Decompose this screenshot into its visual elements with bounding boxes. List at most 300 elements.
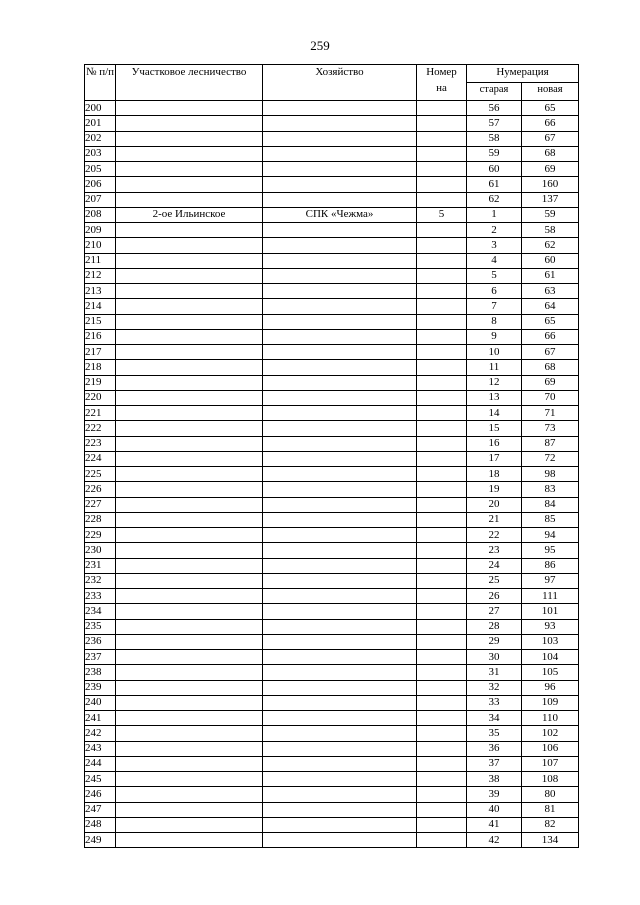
cell-number [417, 604, 467, 619]
cell-number [417, 421, 467, 436]
cell-new: 81 [522, 802, 579, 817]
cell-index: 208 [85, 207, 116, 222]
cell-old: 18 [467, 467, 522, 482]
cell-old: 62 [467, 192, 522, 207]
cell-number [417, 162, 467, 177]
cell-old: 12 [467, 375, 522, 390]
table-row [85, 177, 579, 192]
cell-number [417, 817, 467, 832]
table-row [85, 650, 579, 665]
cell-index: 247 [85, 802, 116, 817]
cell-old: 13 [467, 390, 522, 405]
cell-district [116, 360, 263, 375]
cell-old: 32 [467, 680, 522, 695]
cell-district [116, 650, 263, 665]
cell-index: 203 [85, 146, 116, 161]
cell-index: 237 [85, 650, 116, 665]
cell-district [116, 253, 263, 268]
cell-new: 65 [522, 314, 579, 329]
cell-index: 244 [85, 756, 116, 771]
cell-farm [263, 192, 417, 207]
cell-district [116, 787, 263, 802]
cell-old: 9 [467, 329, 522, 344]
cell-index: 220 [85, 390, 116, 405]
cell-index: 238 [85, 665, 116, 680]
cell-number [417, 695, 467, 710]
cell-new: 61 [522, 268, 579, 283]
cell-index: 218 [85, 360, 116, 375]
cell-old: 57 [467, 116, 522, 131]
header-new: новая [522, 83, 579, 101]
cell-district [116, 833, 263, 848]
cell-district: 2-ое Ильинское [116, 207, 263, 222]
table-row [85, 772, 579, 787]
cell-index: 242 [85, 726, 116, 741]
table-row [85, 299, 579, 314]
cell-index: 233 [85, 589, 116, 604]
cell-number [417, 634, 467, 649]
cell-farm [263, 329, 417, 344]
cell-new: 80 [522, 787, 579, 802]
cell-number [417, 573, 467, 588]
table-row [85, 192, 579, 207]
cell-farm [263, 451, 417, 466]
cell-district [116, 482, 263, 497]
cell-new: 104 [522, 650, 579, 665]
table-body [85, 101, 579, 848]
table-row [85, 665, 579, 680]
cell-number [417, 360, 467, 375]
cell-new: 70 [522, 390, 579, 405]
cell-index: 245 [85, 772, 116, 787]
cell-district [116, 467, 263, 482]
cell-old: 38 [467, 772, 522, 787]
cell-number [417, 482, 467, 497]
cell-index: 219 [85, 375, 116, 390]
cell-farm [263, 665, 417, 680]
cell-district [116, 802, 263, 817]
table-row [85, 329, 579, 344]
cell-new: 105 [522, 665, 579, 680]
cell-number [417, 833, 467, 848]
cell-farm [263, 833, 417, 848]
cell-district [116, 619, 263, 634]
cell-index: 211 [85, 253, 116, 268]
cell-old: 42 [467, 833, 522, 848]
cell-new: 86 [522, 558, 579, 573]
cell-farm [263, 634, 417, 649]
cell-district [116, 772, 263, 787]
cell-old: 8 [467, 314, 522, 329]
cell-index: 209 [85, 223, 116, 238]
cell-farm [263, 299, 417, 314]
cell-new: 72 [522, 451, 579, 466]
cell-old: 35 [467, 726, 522, 741]
cell-index: 229 [85, 528, 116, 543]
cell-district [116, 192, 263, 207]
cell-new: 73 [522, 421, 579, 436]
cell-farm [263, 558, 417, 573]
cell-farm [263, 756, 417, 771]
cell-farm [263, 817, 417, 832]
cell-old: 4 [467, 253, 522, 268]
cell-district [116, 589, 263, 604]
cell-new: 160 [522, 177, 579, 192]
table-row [85, 451, 579, 466]
cell-old: 15 [467, 421, 522, 436]
cell-district [116, 329, 263, 344]
cell-district [116, 146, 263, 161]
cell-index: 228 [85, 512, 116, 527]
table-row [85, 680, 579, 695]
cell-old: 34 [467, 711, 522, 726]
table-row [85, 345, 579, 360]
cell-farm [263, 131, 417, 146]
cell-number [417, 741, 467, 756]
cell-district [116, 680, 263, 695]
cell-farm [263, 101, 417, 116]
table-row [85, 787, 579, 802]
cell-index: 224 [85, 451, 116, 466]
cell-farm [263, 268, 417, 283]
header-number-line2: на [436, 82, 447, 94]
cell-farm [263, 482, 417, 497]
cell-new: 84 [522, 497, 579, 512]
cell-number [417, 589, 467, 604]
cell-new: 69 [522, 375, 579, 390]
table-row [85, 711, 579, 726]
cell-index: 205 [85, 162, 116, 177]
cell-old: 60 [467, 162, 522, 177]
cell-number [417, 650, 467, 665]
cell-new: 85 [522, 512, 579, 527]
cell-new: 64 [522, 299, 579, 314]
cell-number: 5 [417, 207, 467, 222]
cell-district [116, 604, 263, 619]
cell-new: 66 [522, 329, 579, 344]
cell-index: 235 [85, 619, 116, 634]
table-row [85, 833, 579, 848]
cell-number [417, 726, 467, 741]
cell-old: 11 [467, 360, 522, 375]
cell-farm [263, 360, 417, 375]
cell-old: 2 [467, 223, 522, 238]
header-district: Участковое лесничество [116, 65, 263, 101]
cell-old: 40 [467, 802, 522, 817]
cell-number [417, 345, 467, 360]
table-row [85, 146, 579, 161]
cell-number [417, 299, 467, 314]
cell-farm [263, 497, 417, 512]
cell-number [417, 268, 467, 283]
cell-district [116, 238, 263, 253]
cell-index: 216 [85, 329, 116, 344]
cell-old: 59 [467, 146, 522, 161]
cell-district [116, 726, 263, 741]
table-row [85, 756, 579, 771]
cell-district [116, 711, 263, 726]
cell-farm [263, 177, 417, 192]
cell-district [116, 268, 263, 283]
cell-number [417, 101, 467, 116]
cell-index: 215 [85, 314, 116, 329]
cell-number [417, 238, 467, 253]
cell-old: 29 [467, 634, 522, 649]
cell-number [417, 390, 467, 405]
table-row [85, 421, 579, 436]
cell-old: 26 [467, 589, 522, 604]
cell-number [417, 223, 467, 238]
cell-farm [263, 589, 417, 604]
cell-district [116, 512, 263, 527]
table-row [85, 101, 579, 116]
header-index: № п/п [85, 65, 116, 101]
cell-farm [263, 726, 417, 741]
cell-index: 239 [85, 680, 116, 695]
cell-number [417, 665, 467, 680]
cell-index: 231 [85, 558, 116, 573]
cell-farm [263, 345, 417, 360]
cell-district [116, 421, 263, 436]
cell-index: 236 [85, 634, 116, 649]
cell-old: 36 [467, 741, 522, 756]
cell-number [417, 558, 467, 573]
cell-number [417, 619, 467, 634]
cell-farm [263, 238, 417, 253]
cell-old: 28 [467, 619, 522, 634]
cell-farm [263, 772, 417, 787]
cell-new: 68 [522, 360, 579, 375]
cell-old: 16 [467, 436, 522, 451]
cell-new: 102 [522, 726, 579, 741]
cell-new: 60 [522, 253, 579, 268]
table-row [85, 406, 579, 421]
table-row [85, 619, 579, 634]
cell-farm [263, 695, 417, 710]
cell-old: 39 [467, 787, 522, 802]
cell-farm [263, 680, 417, 695]
cell-index: 217 [85, 345, 116, 360]
cell-district [116, 162, 263, 177]
cell-new: 59 [522, 207, 579, 222]
table-row [85, 467, 579, 482]
cell-farm [263, 787, 417, 802]
cell-number [417, 787, 467, 802]
cell-number [417, 192, 467, 207]
page-number: 259 [310, 38, 330, 53]
table-row [85, 223, 579, 238]
cell-new: 95 [522, 543, 579, 558]
cell-number [417, 756, 467, 771]
cell-farm [263, 116, 417, 131]
cell-old: 56 [467, 101, 522, 116]
table-row [85, 512, 579, 527]
cell-district [116, 223, 263, 238]
cell-farm [263, 406, 417, 421]
cell-new: 103 [522, 634, 579, 649]
cell-district [116, 756, 263, 771]
cell-index: 200 [85, 101, 116, 116]
table-row [85, 482, 579, 497]
table-row [85, 558, 579, 573]
table-row [85, 726, 579, 741]
table-row [85, 543, 579, 558]
cell-old: 23 [467, 543, 522, 558]
cell-new: 65 [522, 101, 579, 116]
cell-farm [263, 802, 417, 817]
table-row [85, 116, 579, 131]
cell-new: 63 [522, 284, 579, 299]
cell-new: 66 [522, 116, 579, 131]
table-row [85, 314, 579, 329]
cell-district [116, 345, 263, 360]
cell-new: 83 [522, 482, 579, 497]
cell-old: 20 [467, 497, 522, 512]
cell-number [417, 375, 467, 390]
cell-old: 6 [467, 284, 522, 299]
cell-index: 212 [85, 268, 116, 283]
cell-new: 110 [522, 711, 579, 726]
cell-old: 27 [467, 604, 522, 619]
cell-number [417, 436, 467, 451]
cell-new: 87 [522, 436, 579, 451]
cell-index: 222 [85, 421, 116, 436]
table-row [85, 390, 579, 405]
cell-farm [263, 421, 417, 436]
cell-farm [263, 467, 417, 482]
cell-number [417, 497, 467, 512]
cell-district [116, 177, 263, 192]
cell-district [116, 436, 263, 451]
cell-index: 246 [85, 787, 116, 802]
cell-farm [263, 314, 417, 329]
cell-number [417, 680, 467, 695]
cell-new: 94 [522, 528, 579, 543]
cell-district [116, 284, 263, 299]
table-row [85, 741, 579, 756]
cell-number [417, 131, 467, 146]
cell-district [116, 817, 263, 832]
cell-district [116, 558, 263, 573]
cell-number [417, 543, 467, 558]
cell-old: 10 [467, 345, 522, 360]
cell-index: 230 [85, 543, 116, 558]
cell-new: 82 [522, 817, 579, 832]
cell-index: 232 [85, 573, 116, 588]
cell-farm [263, 512, 417, 527]
cell-old: 3 [467, 238, 522, 253]
cell-index: 201 [85, 116, 116, 131]
cell-old: 22 [467, 528, 522, 543]
cell-district [116, 695, 263, 710]
cell-old: 33 [467, 695, 522, 710]
cell-old: 58 [467, 131, 522, 146]
cell-old: 30 [467, 650, 522, 665]
cell-index: 248 [85, 817, 116, 832]
table-row [85, 360, 579, 375]
cell-index: 202 [85, 131, 116, 146]
table-row [85, 162, 579, 177]
cell-new: 107 [522, 756, 579, 771]
cell-new: 108 [522, 772, 579, 787]
cell-number [417, 253, 467, 268]
cell-farm [263, 284, 417, 299]
table-row [85, 436, 579, 451]
cell-district [116, 543, 263, 558]
cell-farm [263, 619, 417, 634]
table-row [85, 268, 579, 283]
cell-index: 223 [85, 436, 116, 451]
cell-new: 97 [522, 573, 579, 588]
cell-farm [263, 253, 417, 268]
cell-number [417, 451, 467, 466]
register-table [84, 64, 579, 848]
cell-number [417, 528, 467, 543]
cell-index: 206 [85, 177, 116, 192]
cell-old: 21 [467, 512, 522, 527]
cell-index: 207 [85, 192, 116, 207]
cell-new: 101 [522, 604, 579, 619]
cell-farm [263, 375, 417, 390]
cell-old: 37 [467, 756, 522, 771]
cell-new: 137 [522, 192, 579, 207]
cell-farm [263, 528, 417, 543]
cell-index: 234 [85, 604, 116, 619]
cell-number [417, 467, 467, 482]
cell-new: 93 [522, 619, 579, 634]
table-header [85, 65, 579, 101]
table-row [85, 634, 579, 649]
cell-old: 41 [467, 817, 522, 832]
cell-district [116, 390, 263, 405]
header-number-line1: Номер [426, 66, 457, 78]
cell-number [417, 116, 467, 131]
cell-new: 67 [522, 345, 579, 360]
cell-district [116, 741, 263, 756]
cell-farm [263, 223, 417, 238]
cell-index: 249 [85, 833, 116, 848]
table-row [85, 817, 579, 832]
cell-index: 210 [85, 238, 116, 253]
cell-new: 71 [522, 406, 579, 421]
cell-district [116, 573, 263, 588]
cell-old: 14 [467, 406, 522, 421]
table-row [85, 589, 579, 604]
cell-number [417, 406, 467, 421]
cell-new: 111 [522, 589, 579, 604]
cell-district [116, 101, 263, 116]
cell-farm [263, 711, 417, 726]
cell-old: 31 [467, 665, 522, 680]
cell-farm [263, 390, 417, 405]
cell-number [417, 711, 467, 726]
cell-index: 227 [85, 497, 116, 512]
table-row [85, 497, 579, 512]
cell-district [116, 131, 263, 146]
cell-number [417, 146, 467, 161]
cell-number [417, 772, 467, 787]
cell-district [116, 528, 263, 543]
cell-number [417, 512, 467, 527]
cell-index: 240 [85, 695, 116, 710]
cell-index: 243 [85, 741, 116, 756]
cell-new: 109 [522, 695, 579, 710]
cell-district [116, 406, 263, 421]
cell-district [116, 116, 263, 131]
cell-district [116, 451, 263, 466]
cell-new: 106 [522, 741, 579, 756]
cell-new: 134 [522, 833, 579, 848]
